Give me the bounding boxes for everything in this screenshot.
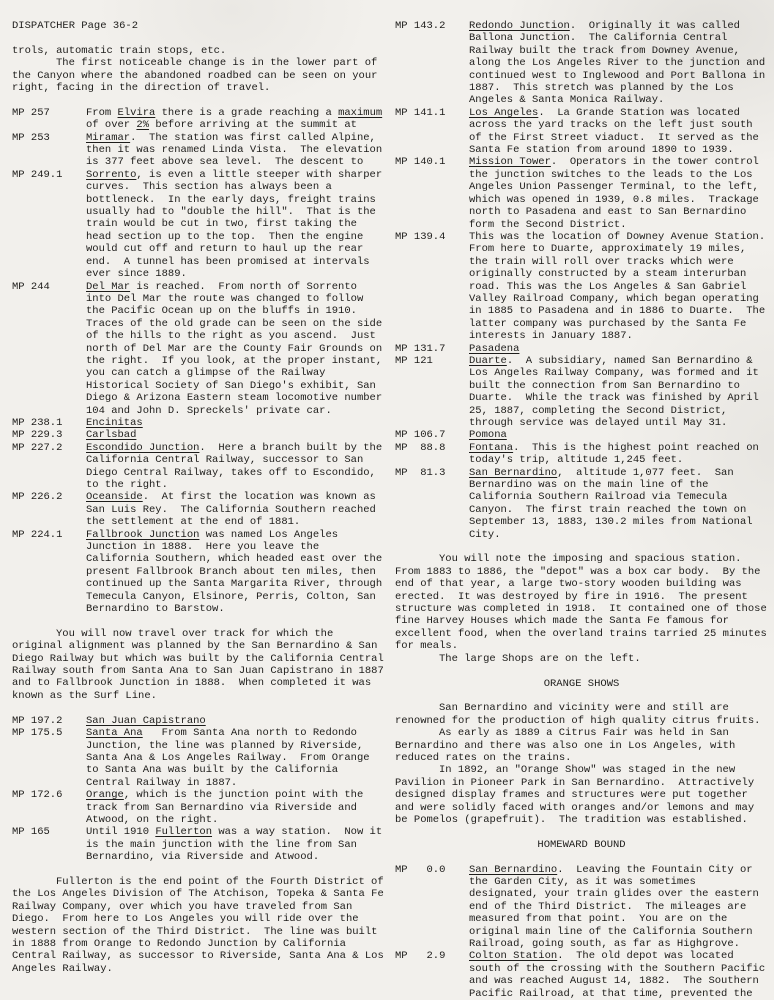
milepost-label: MP 229.3 [12,429,63,442]
milepost-label: MP 249.1 [12,168,63,181]
underlined-text: Colton Station [469,950,558,963]
text-run: trols, automatic train stops, etc. [12,44,227,57]
milepost-entry [395,467,768,541]
paragraph [395,653,768,665]
entry-text [86,417,385,429]
section-heading: HOMEWARD BOUND [537,838,626,851]
entry-text [86,491,385,528]
underlined-text: maximum [338,106,383,119]
entry-text [469,950,772,1000]
milepost-label: MP 88.8 [395,441,446,454]
two-column-layout [12,20,774,1000]
text-run: . Operators in the tower control the junction switches to the leads to the Los Angeles Union Passenger Terminal, to the left, which was opened in 1939, 0.8 miles. Trackage north to Pasadena and east to San Bernardino form the Second District. [469,156,766,231]
milepost-entry [395,429,768,441]
entry-text [86,131,389,169]
milepost-entry [12,715,385,727]
text-run: You will now travel over track for which the original alignment was planned by the San Bernardino & San Diego Railway but which was built by the California Central Railway south from Santa Ana to San Juan Capistrano in 1887 and to Fallbrook Junction in 1888. When completed it was known as the Surf Line. [12,627,391,702]
milepost-entry [12,826,389,864]
milepost-label: MP 141.1 [395,106,446,119]
milepost-entry [12,429,385,441]
milepost-label: MP 81.3 [395,466,446,479]
text-run: . The station was first called Alpine, then it was renamed Linda Vista. The elevation is 377 feet above sea level. The descent to [86,131,389,169]
text-run: The large Shops are on the left. [439,652,641,665]
section-heading: ORANGE SHOWS [543,677,620,690]
milepost-entry [12,789,385,826]
text-run: Until 1910 [86,826,156,839]
text-run: This was the location of Downey Avenue Station. From here to Duarte, approximately 19 miles, the train will roll over tracks which were originally constructed by a steam interurban road. This was the Los Angeles & San Gabriel Valley Railroad Company, which began operating in 1885 to Pasadena and in 1886 to Duarte. The latter company was purchased by the Santa Fe interests in January 1887. [469,230,772,343]
underlined-text: Elvira [117,106,156,119]
text-run: , which is the junction point with the track from San Bernardino via Riverside and Atwood, on the right. [86,789,370,826]
milepost-label: MP 175.5 [12,727,63,740]
milepost-label: MP 257 [12,106,50,119]
milepost-label: MP 224.1 [12,528,63,541]
milepost-label: MP 140.1 [395,156,446,169]
milepost-label: MP 226.2 [12,491,63,504]
entry-text [86,429,385,441]
milepost-entry [12,441,389,492]
text-run: As early as 1889 a Citrus Fair was held in San Bernardino and there was also one in Los Angeles, with reduced rates on the trains. [395,727,742,764]
underlined-text: Escondido Junction [86,441,200,454]
entry-text [86,106,389,132]
blank-line [395,851,768,863]
milepost-entry [395,20,772,107]
milepost-label: MP 197.2 [12,714,63,727]
entry-text [86,789,385,826]
underlined-text: Miramar [86,131,131,144]
paragraph [12,57,385,94]
entry-text [469,156,768,230]
milepost-entry [395,343,768,355]
entry-text [469,429,768,441]
entry-text [469,467,768,541]
underlined-text: 2% [136,119,150,132]
paragraph [395,702,768,727]
text-run: was a way station. Now it is the main junction with the line from San Bernardino, via Riverside and Atwood. [86,826,389,864]
entry-text [86,168,389,281]
text-run: . The old depot was located south of the crossing with the Southern Pacific and was reached August 14, 1882. The Southern Pacific Railroad, at that time, prevented the [469,950,772,1000]
blank-line [395,541,768,553]
blank-line [395,826,768,838]
milepost-label: MP 0.0 [395,863,446,876]
text-run: . At first the location was known as San Luis Rey. The California Southern reached the settlement at the end of 1881. [86,491,383,529]
text-run: , is even a little steeper with sharper curves. This section has always been a bottleneck. In the early days, freight trains usually had to "double the hill". That is the train would be cut in two, first taking the head section up to the top. Then the engine would cut off and return to haul up the rear end. A tunnel has been promised at intervals ever since 1889. [86,168,389,281]
underlined-text: Fullerton [155,826,213,839]
entry-text [86,528,389,616]
paragraph [395,553,774,653]
milepost-entry [395,230,772,343]
milepost-entry [395,864,768,951]
milepost-entry [12,417,385,429]
underlined-text: Los Angeles [469,106,539,119]
entry-text [469,442,768,467]
milepost-label: MP 121 [395,354,433,367]
milepost-label: MP 106.7 [395,429,446,442]
text-run: . Here a branch built by the California Central Railway, successor to San Diego Central Railway, takes off to Escondido, to the right. [86,441,389,491]
left-column [12,20,391,1000]
milepost-label: MP 139.4 [395,230,446,243]
entry-text [469,230,772,343]
blank-line [12,615,385,627]
entry-text [86,826,389,864]
underlined-text: Fallbrook Junction [86,528,200,541]
text-run: before arriving at the summit at [149,119,357,132]
milepost-label: MP 131.7 [395,342,446,355]
text-run: , altitude 1,077 feet. San Bernardino was on the main line of the California Southern Railroad via Temecula Canyon. The first train reached the town on September 13, 1883, 130.2 miles from National City. [469,466,759,541]
milepost-label: MP 253 [12,131,50,144]
text-run: is reached. From north of Sorrento into Del Mar the route was changed to follow the Pacific Ocean up on the bluffs in 1910. Traces of the old grade can be seen on the side of the hills to the right as you ascend. Just north of Del Mar are the County Fair Grounds on the right. If you look, at the proper instant, you can catch a glimpse of the Railway Historical Society of San Diego's exhibit, San Diego & Arizona Eastern steam locomotive number 104 and John D. Spreckels' private car. [86,280,389,417]
underlined-text: Encinitas [86,416,143,429]
entry-text [469,355,768,429]
milepost-entry [395,355,768,429]
milepost-entry [395,950,772,1000]
entry-text [86,280,389,417]
milepost-entry [12,528,389,616]
text-run: was named Los Angeles Junction in 1888. Here you leave the California Southern, which headed east over the present Fallbrook Branch about ten miles, then continued up the Santa Margarita River, through Temecula Canyon, Elsinore, Perris, Colton, San Bernardino to Barstow. [86,528,389,616]
paragraph [395,727,768,764]
paragraph [12,627,391,702]
underlined-text: Carlsbad [86,429,137,442]
text-run: . A subsidiary, named San Bernardino & Los Angeles Railway Company, was formed and it built the connection from San Bernardino to Duarte. While the track was finished by April 25, 1887, completing the Second District, through service was delayed until May 31. [469,354,766,429]
milepost-entry [12,727,385,789]
milepost-entry [395,107,768,157]
text-run: there is a grade reaching a [155,106,339,119]
blank-line [12,864,385,876]
milepost-label: MP 165 [12,826,50,839]
milepost-entry [12,491,385,528]
underlined-text: Santa Ana [86,727,143,740]
blank-line [12,702,385,714]
milepost-entry [395,156,768,230]
paragraph [395,764,768,826]
underlined-text: Sorrento [86,168,137,181]
milepost-entry [12,168,389,281]
milepost-label: MP 238.1 [12,416,63,429]
milepost-label: MP 143.2 [395,20,446,32]
underlined-text: Del Mar [86,280,131,293]
underlined-text: Pomona [469,429,507,442]
entry-text [86,441,389,492]
right-column [395,20,774,1000]
paragraph [12,45,385,57]
milepost-entry [12,106,389,132]
underlined-text: Oceanside [86,491,143,504]
milepost-entry [395,442,768,467]
text-run: . Leaving the Fountain City or the Garden City, as it was sometimes designated, your train glides over the eastern end of the Third District. The mileages are measured from that point. You are on the original main line of the California Southern Railroad, going south, as far as Highgrove. [469,863,766,950]
text-run: In 1892, an "Orange Show" was staged in the new Pavilion in Pioneer Park in San Bernardino. Attractively designed display frames and structures were put together and were solidly faced with oranges and/or lemons and may be Pomelos (grapefruit). The tradition was established. [395,764,761,826]
milepost-label: MP 244 [12,280,50,293]
entry-text [469,343,768,355]
blank-line [12,94,385,106]
text-run: From Santa Ana north to Redondo Junction, the line was planned by Riverside, Santa Ana & Los Angeles Railway. From Orange to Santa Ana was built by the California Central Railway in 1887. [86,727,376,789]
underlined-text: Redondo Junction [469,20,570,32]
underlined-text: San Bernardino [469,863,558,876]
text-run: . Originally it was called Ballona Junction. The California Central Railway built the track from Downey Avenue, along the Los Angeles River to the junction and continued west to Inglewood and Port Ballona in 1887. This stretch was planned by the Los Angeles & Santa Monica Railway. [469,20,772,107]
entry-text [469,20,772,107]
milepost-label: MP 172.6 [12,789,63,802]
text-run: of over [86,106,389,132]
milepost-entry [12,280,389,417]
milepost-label: MP 2.9 [395,950,446,963]
underlined-text: San Juan Capistrano [86,714,206,727]
underlined-text: Fontana [469,441,514,454]
underlined-text: Pasadena [469,342,520,355]
text-run: . La Grande Station was located across the yard tracks on the left just south of the First Street viaduct. It served as the Santa Fe station from around 1890 to 1939. [469,106,766,157]
underlined-text: San Bernardino [469,466,558,479]
text-run: You will note the imposing and spacious station. From 1883 to 1886, the "depot" was a box car body. By the end of that year, a large two-story wooden building was erected. It was destroyed by fire in 1916. The present structure was completed in 1918. It contained one of those fine Harvey Houses which made the Santa Fe famous for excellent food, when the overland trains tarried 25 minutes for meals. [395,553,774,653]
text-run: . This is the highest point reached on today's trip, altitude 1,245 feet. [469,441,766,467]
page-header: DISPATCHER Page 36-2 [12,20,139,32]
milepost-entry [12,131,389,169]
entry-text [86,727,385,789]
paragraph [12,875,391,975]
text-run: From [86,106,118,119]
text-run: Fullerton is the end point of the Fourth District of the Los Angeles Division of The Atchison, Topeka & Santa Fe Railway Company, over which you have traveled from San Diego. From here to Los Angeles you will ride over the western section of the Third District. The line was built in 1888 from Orange to Redondo Junction by California Central Railway, as successor to Riverside, Santa Ana & Los Angeles Railway. [12,875,391,975]
underlined-text: Duarte [469,354,507,367]
blank-line [395,690,768,702]
entry-text [469,864,768,951]
underlined-text: Mission Tower [469,156,551,169]
underlined-text: Orange [86,789,124,802]
text-run: San Bernardino and vicinity were and still are renowned for the production of high quality citrus fruits. [395,702,761,727]
blank-line [395,665,768,677]
milepost-label: MP 227.2 [12,441,63,454]
entry-text [86,715,385,727]
text-run: The first noticeable change is in the lower part of the Canyon where the abandoned roadbed can be seen on your right, facing in the direction of travel. [12,57,384,95]
entry-text [469,107,768,157]
